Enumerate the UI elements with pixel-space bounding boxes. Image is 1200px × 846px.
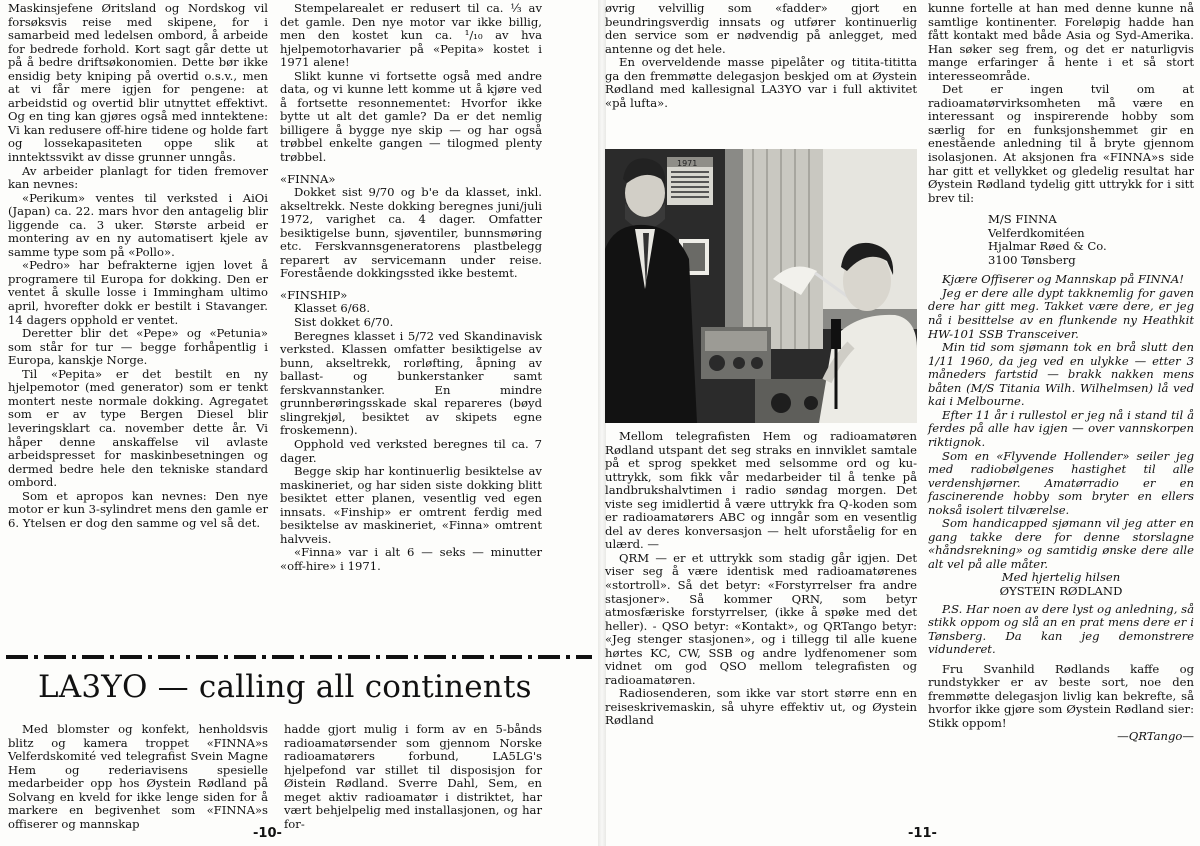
left-column-1 xyxy=(8,2,268,530)
letter-paragraph: Kjære Offiserer og Mannskap på FINNA! xyxy=(942,272,1184,287)
letter-paragraph: Jeg er dere alle dypt takknemlig for gaven dere har gitt meg. Takket være dere, er jeg nå i besittelse av en flunkende ny Heathkit HW-101 SSB Transceiver. xyxy=(928,285,1194,341)
right-column-2 xyxy=(928,2,1194,744)
article-column-1 xyxy=(8,723,268,831)
address-line: Velferdkomitéen xyxy=(988,225,1085,240)
paragraph: Beregnes klasset i 5/72 ved Skandinavisk verksted. Klassen omfatter besiktigelse av bunn, akseltrekk, rorløfting, åpning av ballast- og bunkerstanker samt ferskvannstanker. En mindre grunnberøringsskade skal repareres (bøyd slingrekjøl, besiktet av skipets egne froskemenn). xyxy=(280,328,542,438)
paragraph: Radiosenderen, som ikke var stort større enn en reiseskrivemaskin, så uhyre effektiv ut, og Øystein Rødland xyxy=(605,686,917,728)
paragraph: «Perikum» ventes til verksted i AiOi (Japan) ca. 22. mars hvor den antagelig blir liggende ca. 3 uker. Største arbeid er montering av en ny automatisert kjele av samme type som på «Pollo». xyxy=(8,190,268,259)
paragraph: Deretter blir det «Pepe» og «Petunia» som står for tur — begge forhåpentlig i Europa, kanskje Norge. xyxy=(8,326,268,368)
paragraph: Slikt kunne vi fortsette også med andre data, og vi kunne lett komme ut å kjøre ved å fortsette resonnementet: Hvorfor ikke bytte ut alt det gamle? Da er det nemlig billigere å bygge nye skip — og har også trøbbel enkelte gangen — tilogmed plenty trøbbel. xyxy=(280,68,542,165)
article-column-2 xyxy=(284,723,542,831)
paragraph: Sist dokket 6/70. xyxy=(294,315,394,330)
right-column-1-bottom xyxy=(605,430,917,728)
paragraph: kunne fortelle at han med denne kunne nå samtlige kontinenter. Foreløpig hadde han fått kontakt med både Asia og Syd-Amerika. Han søker seg frem, og det er naturligvis mange erfaringer å hente i et så stort interesseområde. xyxy=(928,1,1194,83)
letter-paragraph: Efter 11 år i rullestol er jeg nå i stand til å ferdes på alle hav igjen — over vannskorpen riktignok. xyxy=(928,407,1194,449)
paragraph: En overveldende masse pipelåter og titita-tititta ga den fremmøtte delegasjon beskjed om at Øystein Rødland med kallesignal LA3YO var i full aktivitet «på lufta». xyxy=(605,55,917,110)
paragraph: Fru Svanhild Rødlands kaffe og rundstykker er av beste sort, noe den fremmøtte delegasjon livlig kan bekrefte, så hvorfor ikke gjøre som Øystein Rødland sier: Stikk oppom! xyxy=(928,661,1194,730)
photo-image xyxy=(605,149,917,423)
letter-signature: ØYSTEIN RØDLAND xyxy=(999,583,1123,598)
letter-paragraph: Som en «Flyvende Hollender» seiler jeg med radiobølgenes hastighet til alle verdenshjørner. Amatørradio er en fascinerende hobby som bryter en ellers nokså isolert tilværelse. xyxy=(928,448,1194,517)
paragraph: «Pedro» har befrakterne igjen lovet å programere til Europa for dokking. Den er ventet å skulle losse i Immingham ultimo april, hvorefter dokk er bestilt i Stavanger. 14 dagers opphold er ventet. xyxy=(8,258,268,327)
section-heading-finship: «FINSHIP» xyxy=(280,287,348,302)
left-column-2 xyxy=(280,2,542,573)
paragraph: Som et apropos kan nevnes: Den nye motor er kun 3-sylindret mens den gamle er 6. Ytelsen er dog den samme og vel så det. xyxy=(8,488,268,530)
paragraph: Med blomster og konfekt, henholdsvis blitz og kamera troppet «FINNA»s Velferdskomité ved telegrafist Svein Magne Hem og rederiavisens spesielle medarbeider opp hos Øystein Rødland på Solvang en kveld for ikke lenge siden for å markere en begivenhet som «FINNA»s offiserer og mannskap xyxy=(8,722,268,831)
photo-radio-amateur xyxy=(605,149,917,423)
letter-paragraph: Min tid som sjømann tok en brå slutt den 1/11 1960, da jeg ved en ulykke — etter 3 måneders fartstid — brakk nakken mens båten (M/S Titania Wilh. Wilhelmsen) lå ved kai i Melbourne. xyxy=(928,340,1194,409)
paragraph: Dokket sist 9/70 og b'e da klasset, inkl. akseltrekk. Neste dokking beregnes juni/juli 1972, varighet ca. 4 dager. Omfatter besiktigelse bunn, sjøventiler, bunnsmøring etc. Ferskvannsgeneratorens plastbelegg reparert av servicemann under reise. Forestående dokkingssted ikke bestemt. xyxy=(280,185,542,281)
address-line: 3100 Tønsberg xyxy=(988,252,1076,267)
byline: —QRTango— xyxy=(1117,729,1194,744)
page-number-left: -10- xyxy=(253,826,282,841)
paragraph: QRM — er et uttrykk som stadig går igjen. Det viser seg å være identisk med radioamatørenes «stortroll». Så det betyr: «Forstyrrelser fra andre stasjoner». Så kommer QRN, som betyr atmosfæriske forstyrrelser, (ikke å spøke med det heller). - QSO betyr: «Kontakt», og QRTango betyr: «Jeg stenger stasjonen», og i tillegg til alle kuene hørtes KC, CW, SSB og andre lydfenomener som vidnet om god QSO mellom telegrafisten og radioamatøren. xyxy=(605,550,917,687)
page-number-right: -11- xyxy=(908,826,937,841)
calendar-year: 1971 xyxy=(677,159,698,168)
section-heading-finna: «FINNA» xyxy=(280,171,336,186)
paragraph: Det er ingen tvil om at radioamatørvirksomheten må være en interessant og inspirerende hobby som særlig for en funksjonshemmet gir en enestående anledning til å bryte gjennom isolasjonen. At aksjonen fra «FINNA»s side har gitt et vellykket og gledelig resultat har Øystein Rødland tydelig gitt uttrykk for i sitt brev til: xyxy=(928,82,1194,205)
letter-closing: Med hjertelig hilsen xyxy=(1001,570,1121,585)
paragraph: Begge skip har kontinuerlig besiktelse av maskineriet, og har siden siste dokking blitt besiktet etter planen, vesentlig ved egen innsats. «Finship» er omtrent ferdig med besiktelse av maskineriet, «Finna» omtrent halvveis. xyxy=(280,464,542,546)
paragraph: Klasset 6/68. xyxy=(294,301,371,316)
address-line: Hjalmar Røed & Co. xyxy=(988,239,1107,254)
article-headline: LA3YO — calling all continents xyxy=(38,669,532,705)
paragraph: hadde gjort mulig i form av en 5-bånds radioamatørsender som gjennom Norske radioamatørers forbund, LA5LG's hjelpefond var stillet til disposisjon for Øistein Rødland. Sverre Dahl, Sem, en meget aktiv radioamatør i distriktet, har vært behjelpelig med installasjonen, og har for- xyxy=(284,722,542,831)
paragraph: Stempelarealet er redusert til ca. ⅓ av det gamle. Den nye motor var ikke billig, men den kostet kun ca. ¹/₁₀ av hva hjelpemotorhavarier på «Pepita» kostet i 1971 alene! xyxy=(280,1,542,70)
postscript: P.S. Har noen av dere lyst og anledning, så stikk oppom og slå an en prat mens dere er i Tønsberg. Da kan jeg demonstrere vidunderet. xyxy=(928,601,1194,657)
address-block xyxy=(928,213,1194,267)
dash-dot-separator xyxy=(6,654,592,660)
address-line: M/S FINNA xyxy=(988,212,1057,227)
paragraph: øvrig velvillig som «fadder» gjort en beundringsverdig innsats og utfører kontinuerlig den service som er nødvendig på anlegget, med antenne og det hele. xyxy=(605,1,917,56)
right-column-1-top xyxy=(605,2,917,110)
paragraph: Maskinsjefene Øritsland og Nordskog vil forsøksvis reise med skipene, for i samarbeid med ledelsen ombord, å arbeide for bedrede forhold. Kort sagt går dette ut på å bedre driftsøkonomien. Dette bør ikke ensidig bety kniping på overtid o.s.v., men at vi får mere igjen for pengene: at arbeidstid og overtid blir utnyttet effektivt. Og en ting kan gjøres også med inntektene: Vi kan redusere off-hire tidene og holde fart og lossekapasiteten oppe slik at inntektssvikt av disse grunner unngås. xyxy=(8,1,268,165)
paragraph: Til «Pepita» er det bestilt en ny hjelpemotor (med generator) som er tenkt montert neste normale dokking. Agregatet som er av type Bergen Diesel blir leveringsklart ca. november dette år. Vi håper denne anskaffelse vil avlaste arbeidspresset for maskinbesetningen og dermed bedre hele den tekniske standard ombord. xyxy=(8,366,268,490)
paragraph: Opphold ved verksted beregnes til ca. 7 dager. xyxy=(280,436,542,465)
paragraph: «Finna» var i alt 6 — seks — minutter «off-hire» i 1971. xyxy=(280,545,542,573)
letter-paragraph: Som handicapped sjømann vil jeg atter en gang takke dere for denne storslagne «håndsrekning» og samtidig ønske dere alle alt vel på alle måter. xyxy=(928,516,1194,571)
paragraph: Mellom telegrafisten Hem og radioamatøren Rødland utspant det seg straks en innviklet samtale på et sprog spekket med selsomme ord og ku-uttrykk, som fikk vår medarbeider til å tenke på landbrukshalvtimen i radio søndag morgen. Det viste seg imidlertid å være uttrykk fra Q-koden som er radioamatørers ABC og inngår som en vesentlig del av deres konversasjon — helt uforståelig for en ulærd. — xyxy=(605,429,917,552)
paragraph: Av arbeider planlagt for tiden fremover kan nevnes: xyxy=(8,163,268,192)
